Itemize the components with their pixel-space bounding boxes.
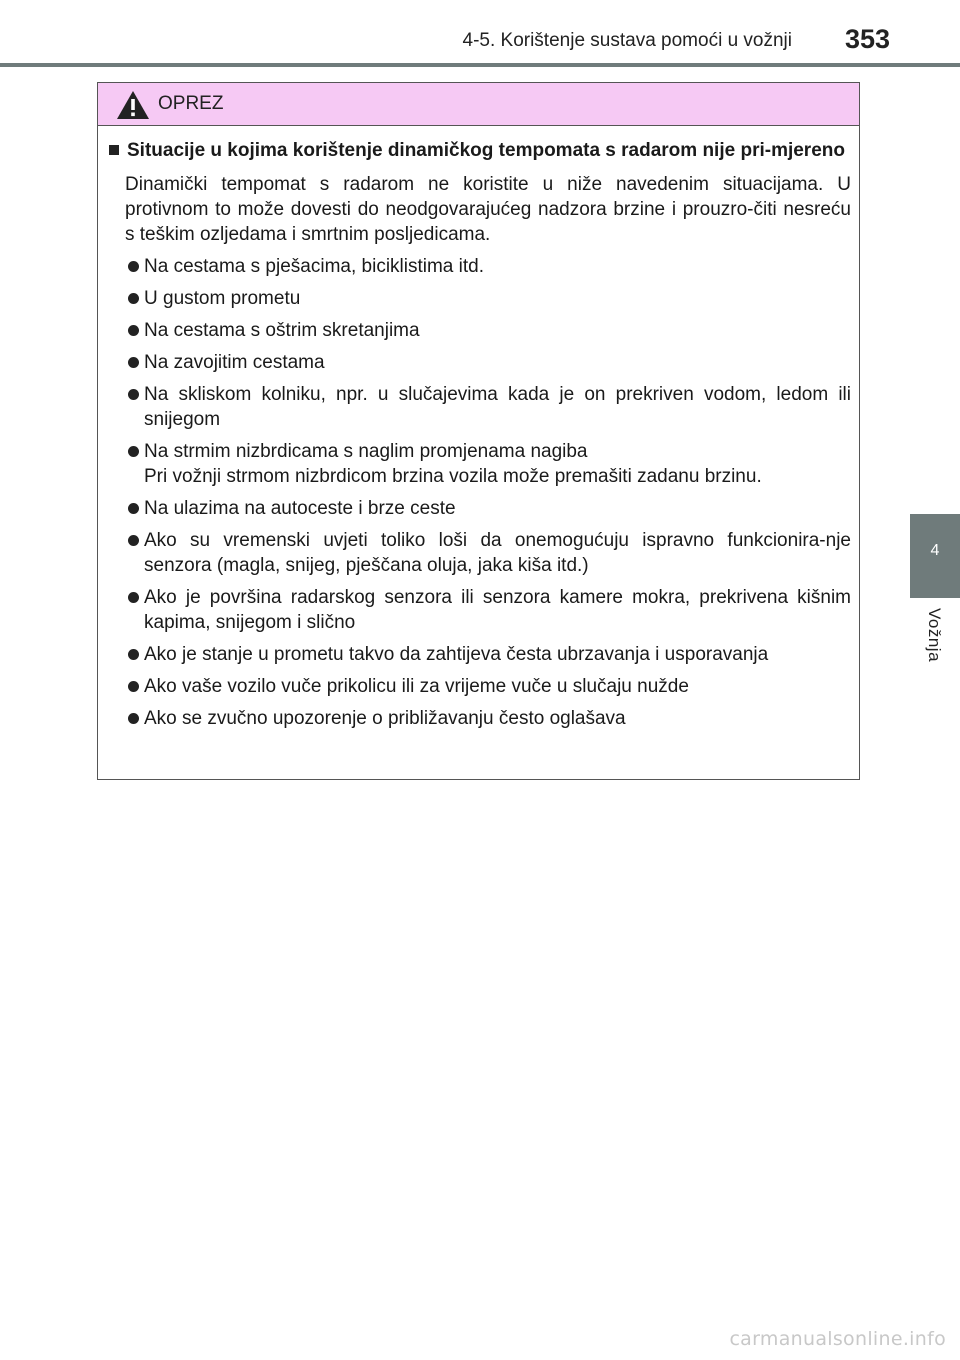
list-item [106, 254, 851, 279]
list-item-line: Pri vožnji strmom nizbrdicom brzina vozila može premašiti zadanu brzinu. [144, 466, 762, 487]
list-item-line: Ako su vremenski uvjeti toliko loši da onemogućuju ispravno funkcionira-nje senzora (magla, snijeg, pješčana oluja, jaka kiša itd.) [144, 530, 851, 576]
list-item-text [144, 382, 851, 432]
header-rule [0, 63, 960, 67]
bullet-dot-icon [128, 389, 139, 400]
list-item [106, 585, 851, 635]
bullet-dot-icon [128, 503, 139, 514]
square-bullet-icon [109, 145, 119, 155]
list-item-text [144, 350, 851, 375]
list-item [106, 674, 851, 699]
list-item-text [144, 706, 851, 731]
list-item-text [144, 318, 851, 343]
list-item-line: Na zavojitim cestama [144, 352, 325, 373]
list-item-text [144, 286, 851, 311]
list-item [106, 350, 851, 375]
list-item-line: Na ulazima na autoceste i brze ceste [144, 498, 456, 519]
bullet-dot-icon [128, 713, 139, 724]
warning-triangle-icon [116, 90, 150, 120]
list-item-line: Ako se zvučno upozorenje o približavanju često oglašava [144, 708, 626, 729]
list-item-text [144, 439, 851, 489]
bullet-dot-icon [128, 446, 139, 457]
bullet-dot-icon [128, 261, 139, 272]
bullet-dot-icon [128, 649, 139, 660]
intro-paragraph: Dinamički tempomat s radarom ne koristite u niže navedenim situacijama. U protivnom to može dovesti do neodgovarajućeg nadzora brzine i prouzro-čiti nesreću s teškim ozljedama i smrtnim posljedicama. [125, 174, 851, 245]
bullet-dot-icon [128, 325, 139, 336]
list-item-text [144, 496, 851, 521]
list-item-text [144, 528, 851, 578]
list-item-text [144, 642, 851, 667]
list-item [106, 496, 851, 521]
section-title: 4-5. Korištenje sustava pomoći u vožnji [462, 30, 792, 51]
list-item-line: Na cestama s pješacima, biciklistima itd. [144, 256, 484, 277]
list-item [106, 706, 851, 731]
chapter-label: Vožnja [925, 608, 944, 663]
caution-header [98, 83, 859, 126]
list-item [106, 318, 851, 343]
list-item-line: Na strmim nizbrdicama s naglim promjenama nagiba [144, 441, 588, 462]
chapter-number: 4 [930, 542, 940, 559]
list-item-line: Ako je površina radarskog senzora ili senzora kamere mokra, prekrivena kišnim kapima, snijegom i slično [144, 587, 851, 633]
list-item [106, 286, 851, 311]
list-item-line: Na cestama s oštrim skretanjima [144, 320, 420, 341]
list-item-line: Ako je stanje u prometu takvo da zahtijeva česta ubrzavanja i usporavanja [144, 644, 769, 665]
bullet-dot-icon [128, 681, 139, 692]
list-item-text [144, 674, 851, 699]
list-item [106, 528, 851, 578]
bullet-dot-icon [128, 535, 139, 546]
bullet-dot-icon [128, 592, 139, 603]
caution-title: OPREZ [158, 93, 224, 114]
list-item-line: Na skliskom kolniku, npr. u slučajevima kada je on prekriven vodom, ledom ili snijegom [144, 384, 851, 430]
section-heading [106, 138, 851, 163]
list-item-text [144, 254, 851, 279]
caution-body [98, 126, 859, 731]
bullet-dot-icon [128, 357, 139, 368]
watermark: carmanualsonline.info [729, 1328, 946, 1350]
list-item [106, 642, 851, 667]
chapter-tab[interactable] [910, 514, 960, 598]
list-item [106, 382, 851, 432]
list-item [106, 439, 851, 489]
list-item-line: U gustom prometu [144, 288, 301, 309]
caution-box [97, 82, 860, 780]
page-number: 353 [844, 24, 890, 54]
list-item-text [144, 585, 851, 635]
bullet-dot-icon [128, 293, 139, 304]
list-item-line: Ako vaše vozilo vuče prikolicu ili za vrijeme vuče u slučaju nužde [144, 676, 689, 697]
heading-text: Situacije u kojima korištenje dinamičkog tempomata s radarom nije pri-mjereno [127, 140, 845, 161]
bullet-list [106, 254, 851, 731]
